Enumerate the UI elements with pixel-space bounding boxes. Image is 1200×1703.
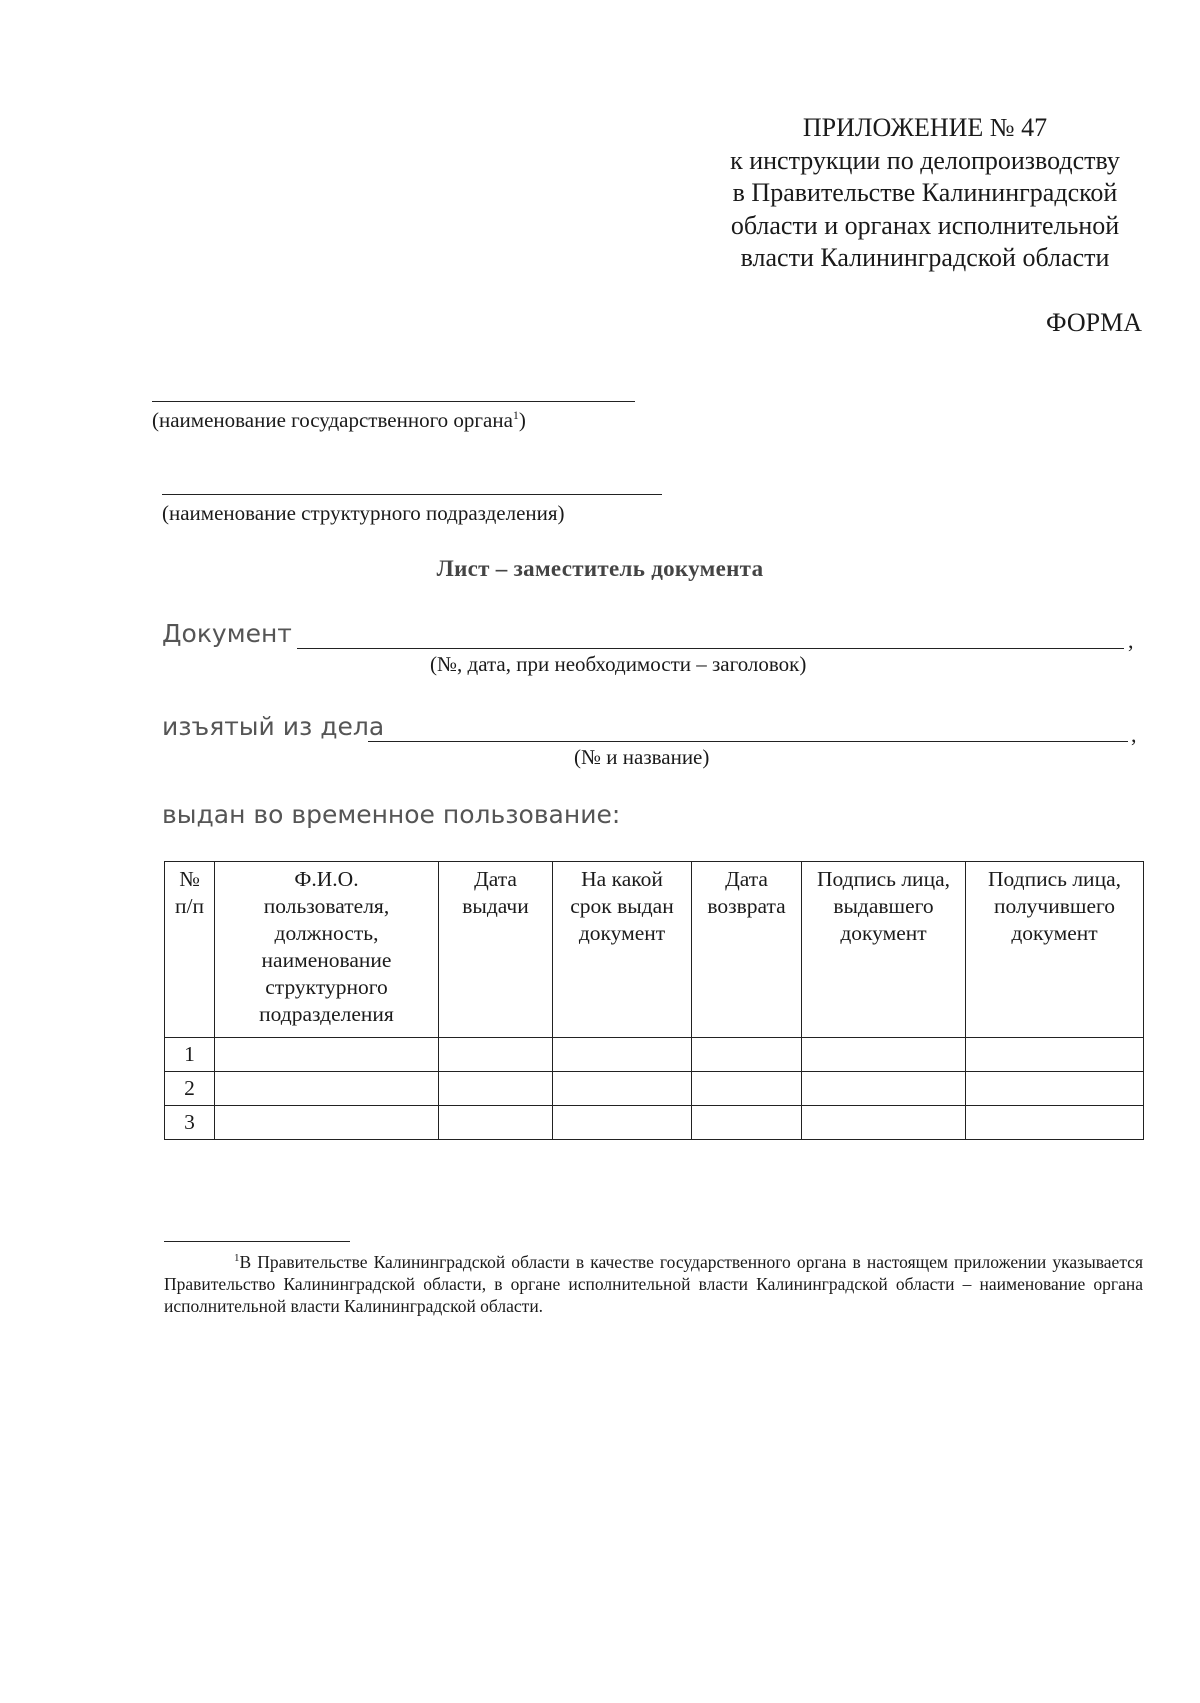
appendix-title: ПРИЛОЖЕНИЕ № 47: [802, 113, 1048, 142]
table-cell[interactable]: [802, 1072, 966, 1106]
table-cell[interactable]: [966, 1106, 1144, 1140]
table-row: [165, 1106, 1144, 1140]
col-header-return-date: Дата возврата: [692, 862, 802, 1038]
table-header-row: [165, 862, 1144, 1038]
table-cell[interactable]: [692, 1038, 802, 1072]
col-header-issue-date: Дата выдачи: [439, 862, 553, 1038]
footnote-ref: 1: [512, 408, 519, 422]
document-field-line[interactable]: [297, 648, 1124, 649]
case-caption: (№ и название): [574, 745, 710, 769]
table-cell[interactable]: [802, 1038, 966, 1072]
table-cell[interactable]: [439, 1106, 553, 1140]
table-cell[interactable]: [215, 1072, 439, 1106]
table-row: [165, 1072, 1144, 1106]
comma: ,: [1128, 628, 1134, 653]
case-field-line[interactable]: [368, 741, 1128, 742]
org-name-line[interactable]: [152, 401, 635, 402]
usage-table: [164, 861, 1144, 1140]
document-label: Документ: [162, 619, 292, 648]
table-cell[interactable]: [553, 1072, 692, 1106]
comma: ,: [1131, 722, 1137, 747]
col-header-receiver-signature: Подпись лица, получившего документ: [966, 862, 1144, 1038]
unit-name-caption: (наименование структурного подразделения): [162, 501, 565, 525]
form-label: ФОРМА: [1046, 308, 1142, 337]
table-cell[interactable]: [966, 1038, 1144, 1072]
footnote-marker: 1: [234, 1252, 240, 1264]
footnote-separator: [164, 1241, 350, 1242]
org-name-caption: (наименование государственного органа$^1$): [152, 408, 526, 432]
document-caption: (№, дата, при необходимости – заголовок): [430, 652, 807, 676]
table-cell[interactable]: [439, 1038, 553, 1072]
row-number: 2: [165, 1072, 215, 1106]
col-header-number: № п/п: [165, 862, 215, 1038]
table-cell[interactable]: [802, 1106, 966, 1140]
col-header-user: Ф.И.О. пользователя, должность, наименование структурного подразделения: [215, 862, 439, 1038]
table-cell[interactable]: [553, 1038, 692, 1072]
row-number: 3: [165, 1106, 215, 1140]
appendix-line: в Правительстве Калининградской: [732, 178, 1118, 207]
appendix-line: власти Калининградской области: [740, 243, 1110, 272]
appendix-line: области и органах исполнительной: [730, 210, 1120, 240]
table-cell[interactable]: [553, 1106, 692, 1140]
document-title: Лист – заместитель документа: [436, 556, 764, 581]
table-cell[interactable]: [966, 1072, 1144, 1106]
footnote-text: В Правительстве Калининградской области в качестве государственного органа в настоящем приложении указывается Правительство Калининградской области, в органе исполнительной власти Калининградской области – наименование органа исполнительной власти Калининградской области.: [164, 1251, 1143, 1316]
table-cell[interactable]: [215, 1106, 439, 1140]
col-header-issuer-signature: Подпись лица, выдавшего документ: [802, 862, 966, 1038]
col-header-term: На какой срок выдан документ: [553, 862, 692, 1038]
row-number: 1: [165, 1038, 215, 1072]
appendix-line: к инструкции по делопроизводству: [730, 145, 1120, 175]
unit-name-line[interactable]: [162, 494, 662, 495]
appendix-header: [690, 112, 1160, 275]
table-cell[interactable]: [692, 1072, 802, 1106]
case-label: изъятый из дела: [162, 712, 385, 741]
table-row: [165, 1038, 1144, 1072]
issued-label: выдан во временное пользование:: [162, 800, 621, 829]
table-cell[interactable]: [692, 1106, 802, 1140]
table-cell[interactable]: [215, 1038, 439, 1072]
footnote: [164, 1247, 1143, 1317]
table-cell[interactable]: [439, 1072, 553, 1106]
